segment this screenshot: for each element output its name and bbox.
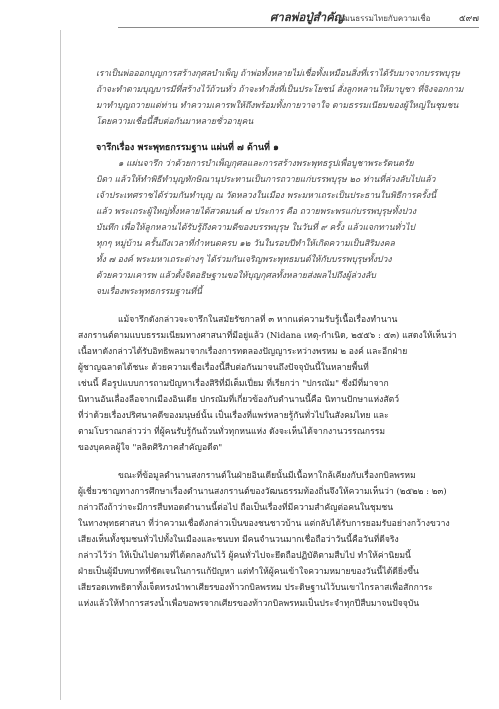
body-line: เช่นนี้ คือรูปแบบการถามปัญหาเรื่องสิริที่มีเต็มเปี่ยม ที่เรียกว่า "ปกรณัม" ซึ่งมีที่มาจาก: [78, 379, 389, 389]
section-title: จารึกเรื่อง พระพุทธกรรมฐาน แผ่นที่ ๗ ด้านที่ ๑: [96, 143, 279, 153]
header-logo: ศาลพ่อปู่สำคัญ: [270, 10, 344, 24]
section-block: [78, 140, 476, 300]
inscription-line: ด้วยความเคารพ แล้วตั้งจิตอธิษฐานขอให้บุญกุศลทั้งหลายส่งผลไปถึงผู้ล่วงลับ: [96, 271, 376, 281]
inscription-line: บันทึก เพื่อให้ลูกหลานได้รับรู้ถึงความดีของบรรพบุรุษ ในวันที่ ๙ ครั้ง แล้วแจกทานทั่วไป: [96, 223, 415, 233]
quote-line: มาทำบุญถวายแด่ท่าน ทำความเคารพให้ถึงพร้อมทั้งกายวาจาใจ ตามธรรมเนียมของผู้ใหญ่ในชุมชน: [96, 101, 459, 111]
body-line: ในทางพุทธศาสนา ที่ว่าความเชื่อดังกล่าวเป็นของชนชาวบ้าน แต่กลับได้รับการยอมรับอย่างกว้างขวาง: [78, 519, 450, 529]
body-line: แห่งแล้วให้ทำการสรงน้ำเพื่อขอพรจากเศียรของท้าวกบิลพรหมเป็นประจำทุกปีสืบมาจนปัจจุบัน: [78, 599, 420, 609]
page-number: ๕๙๗: [458, 14, 479, 24]
body-line: นิทานอันเลื่องลือจากเมืองอินเดีย ปกรณัมที่เกี่ยวข้องกับตำนานนี้คือ นิทานปักษาแห่งสัตว์: [78, 395, 400, 405]
body-line: ผู้ชาญฉลาดได้ชนะ ด้วยความเชื่อเรื่องนี้สืบต่อกันมาจนถึงปัจจุบันนี้ในหลายพื้นที่: [78, 363, 369, 373]
inscription-line: แล้ว พระเถระผู้ใหญ่ทั้งหลายได้สวดมนต์ ๗ ประการ คือ ถวายพระพรแก่บรรพบุรุษทั้งปวง: [96, 207, 417, 217]
body-line: ที่ว่าด้วยเรื่องปริศนาคดีของมนุษย์นั้น เป็นเรื่องที่แพร่หลายรู้กันทั่วไปในสังคมไทย และ: [78, 411, 389, 421]
inscription-line: จบเรื่องพระพุทธกรรมฐานที่นี้: [96, 287, 202, 297]
body-line: ของบุคคลผู้ใจ "ลลิตศิริภาคสำคัญอดีต": [78, 443, 223, 453]
body-line: กล่าวไว้ว่า ให้เป็นไปตามที่ได้ตกลงกันไว้ ผู้คนทั่วไปจะยึดถือปฏิบัติตามสืบไป ทำให้ค่านิยมนี้: [78, 551, 411, 561]
header-subtitle: วัฒนธรรมไทยกับความเชื่อ: [338, 14, 431, 23]
body-paragraph-1: [78, 312, 476, 456]
page-header: [0, 0, 499, 40]
inscription-line: เจ้าประเทศราชได้ร่วมกันทำบุญ ณ วัดหลวงในเมือง พระมหาเถระเป็นประธานในพิธีการครั้งนี้: [96, 191, 437, 201]
quote-line: เราเป็นพ่อออกบุญการสร้างกุศลบำเพ็ญ ถ้าพ่อทั้งหลายไม่เชื่อทั้งเหมือนสิ่งที่เราได้รับมาจากบรรพบุรุษ: [96, 69, 460, 79]
body-paragraph-2: [78, 468, 476, 612]
body-line: สงกรานต์ตามแบบธรรมเนียมทางศาสนาที่มีอยู่แล้ว (Nidana เหตุ-กำเนิด, ๒๕๕๖ : ๕๓) แสดงให้เห็นว่า: [78, 331, 457, 341]
inscription-line: ทั้ง ๗ องค์ พระมหาเถระต่างๆ ได้ร่วมกันเจริญพระพุทธมนต์ให้กับบรรพบุรุษทั้งปวง: [96, 255, 392, 265]
body-line: ขณะที่ข้อมูลตำนานสงกรานต์ในฝ่ายอินเดียนั้นมีเนื้อหาใกล้เคียงกับเรื่องกบิลพรหม: [118, 471, 416, 481]
body-line: เสียงเห็นทั้งชุมชนทั่วไปทั้งในเมืองและชนบท มีคนจำนวนมากเชื่อถือว่าวันนี้คือวันที่ดีจริง: [78, 535, 399, 545]
inscription-line: บิดา แล้วให้ทำพิธีทำบุญทักษิณานุประทานเป็นการถวายแก่บรรพบุรุษ ๒๐ ท่านที่ล่วงลับไปแล้ว: [96, 175, 436, 185]
body-line: เนื้อหาดังกล่าวได้รับอิทธิพลมาจากเรื่องการทดลองปัญญาระหว่างพรหม ๒ องค์ และอีกฝ่าย: [78, 347, 408, 357]
header-rule: [118, 27, 479, 28]
body-line: เสียรอดเทพธิดาทั้งเจ็ดทรงนำพาเศียรของท้าวกบิลพรหม ประดิษฐานไว้บนเขาไกรลาสเพื่อสักการะ: [78, 583, 433, 593]
quote-block: [78, 66, 476, 130]
body-line: ตามโบราณกล่าวว่า ที่ผู้คนรับรู้กันถ้วนทั่วทุกหนแห่ง ดังจะเห็นได้จากงานวรรณกรรม: [78, 427, 385, 437]
body-line: กล่าวถึงถ้าว่าจะมีการสืบทอดตำนานนี้ต่อไป ถือเป็นเรื่องที่มีความสำคัญต่อคนในชุมชน: [78, 503, 394, 513]
inscription-line: ทุกๆ หมู่บ้าน ครั้นถึงเวลาที่กำหนดครบ ๑๒ วันในรอบปีทำให้เกิดความเป็นสิริมงคล: [96, 239, 395, 249]
margin-rule: [60, 30, 61, 700]
inscription-line: ๑ แผ่นจารึก ว่าด้วยการบำเพ็ญกุศลและการสร้างพระพุทธรูปเพื่อบูชาพระรัตนตรัย: [118, 159, 414, 169]
quote-line: โดยความเชื่อนี้สืบต่อกันมาหลายชั่วอายุคน: [96, 117, 254, 127]
body-line: ผู้เชี่ยวชาญทางการศึกษาเรื่องตำนานสงกรานต์ของวัฒนธรรมท้องถิ่นจึงให้ความเห็นว่า (๒๕๒๒ : ๒๓): [78, 487, 447, 497]
quote-line: ถ้าจะทำตามบุญบารมีที่สร้างไว้ถ้วนทั่ว ถ้าจะทำสิ่งที่เป็นประโยชน์ สั่งลูกหลานให้มาบูชา ที่จิงจอกกาม: [96, 85, 464, 95]
body-line: แม้จารึกดังกล่าวจะจารึกในสมัยรัชกาลที่ ๓ หากแต่ความรับรู้เนื้อเรื่องทำนาน: [118, 315, 398, 325]
body-line: ฝ่ายเป็นผู้มีบทบาทที่ชัดเจนในการแก้ปัญหา แต่ทำให้ผู้คนเข้าใจความหมายของวันนี้ได้ดียิ่งขึ้น: [78, 567, 419, 577]
